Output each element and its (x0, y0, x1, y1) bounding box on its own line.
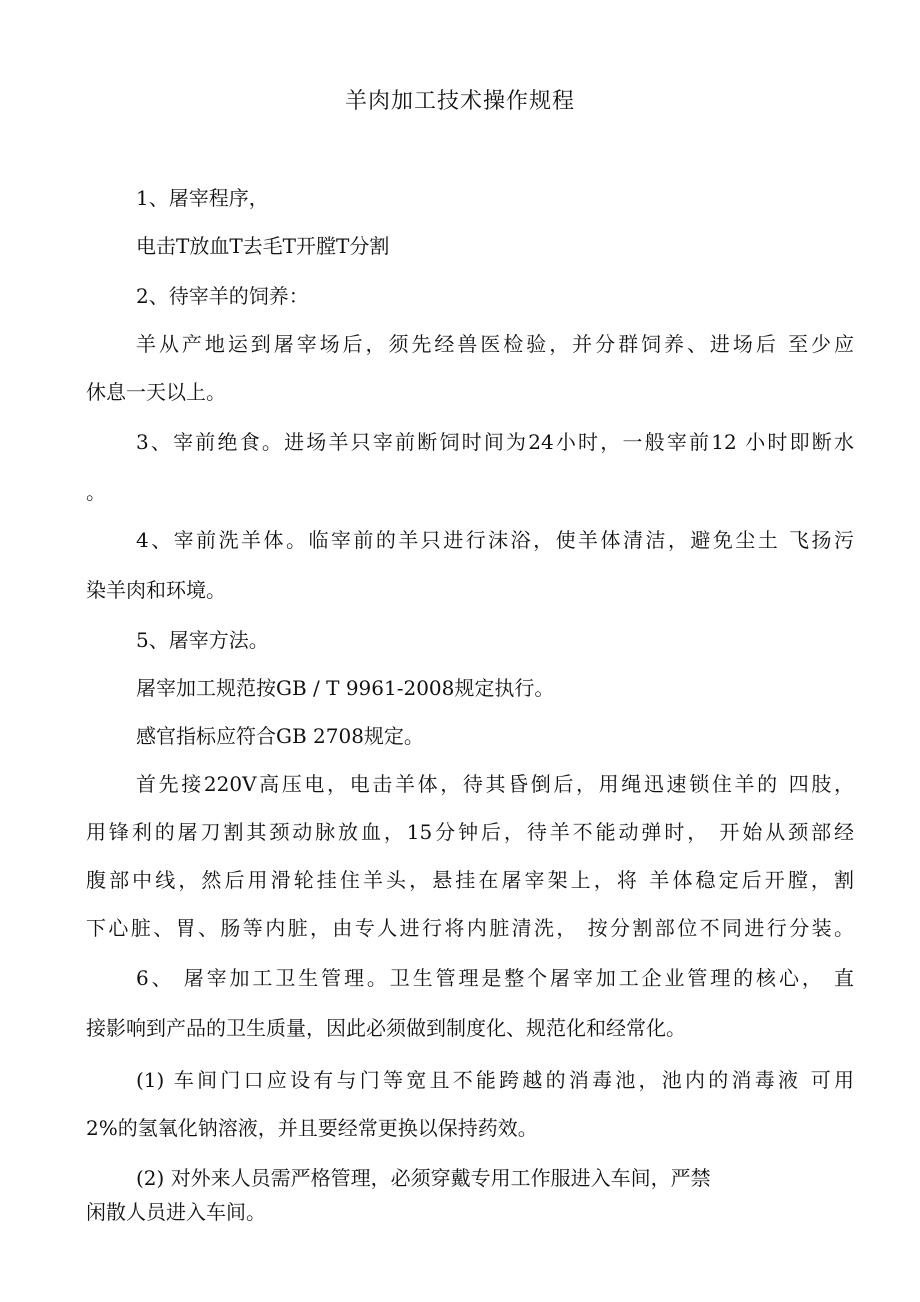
document-title: 羊肉加工技术操作规程 (344, 89, 575, 114)
rule-1-line-2: 2%的氢氧化钠溶液，并且要经常更换以保持药效。 (86, 1116, 538, 1140)
rule-2-line-2: 闲散人员进入车间。 (86, 1200, 266, 1224)
section-5-sensory-standard: 感官指标应符合GB 2708规定。 (136, 724, 424, 748)
section-1-heading: 1、屠宰程序， (136, 186, 269, 210)
section-5-method-line-1: 首先接220V高压电，电击羊体，待其昏倒后，用绳迅速锁住羊的 四肢， (136, 772, 854, 796)
section-3-line-1: 3、宰前绝食。进场羊只宰前断饲时间为24小时，一般宰前12 小时即断水 (136, 430, 854, 454)
section-6-line-2: 接影响到产品的卫生质量，因此必须做到制度化、规范化和经常化。 (86, 1016, 686, 1040)
section-5-method-line-3: 腹部中线，然后用滑轮挂住羊头，悬挂在屠宰架上，将 羊体稳定后开膛，割 (86, 868, 854, 892)
slaughter-procedure-flow: 电击T放血T去毛T开膛T分割 (136, 234, 390, 258)
section-5-method-line-4: 下心脏、胃、肠等内脏，由专人进行将内脏清洗， 按分割部位不同进行分装。 (86, 916, 854, 940)
section-3-line-2: 。 (86, 480, 106, 504)
section-5-heading: 5、屠宰方法。 (136, 628, 269, 652)
rule-1-line-1: (1) 车间门口应设有与门等宽且不能跨越的消毒池，池内的消毒液 可用 (136, 1068, 854, 1092)
section-5-standard: 屠宰加工规范按GB / T 9961-2008规定执行。 (136, 676, 555, 700)
section-5-method-line-2: 用锋利的屠刀割其颈动脉放血，15分钟后，待羊不能动弹时， 开始从颈部经 (86, 820, 854, 844)
section-2-text-line-1: 羊从产地运到屠宰场后，须先经兽医检验，并分群饲养、进场后 至少应 (136, 332, 854, 356)
section-4-line-2: 染羊肉和环境。 (86, 578, 226, 602)
section-6-line-1: 6、 屠宰加工卫生管理。卫生管理是整个屠宰加工企业管理的核心， 直 (136, 966, 854, 990)
section-2-heading: 2、待宰羊的饲养： (136, 284, 309, 308)
section-4-line-1: 4、宰前洗羊体。临宰前的羊只进行沫浴，使羊体清洁，避免尘土 飞扬污 (136, 528, 854, 552)
section-2-text-line-2: 休息一天以上。 (86, 380, 226, 404)
rule-2-line-1: (2) 对外来人员需严格管理，必须穿戴专用工作服进入车间，严禁 (136, 1166, 711, 1190)
